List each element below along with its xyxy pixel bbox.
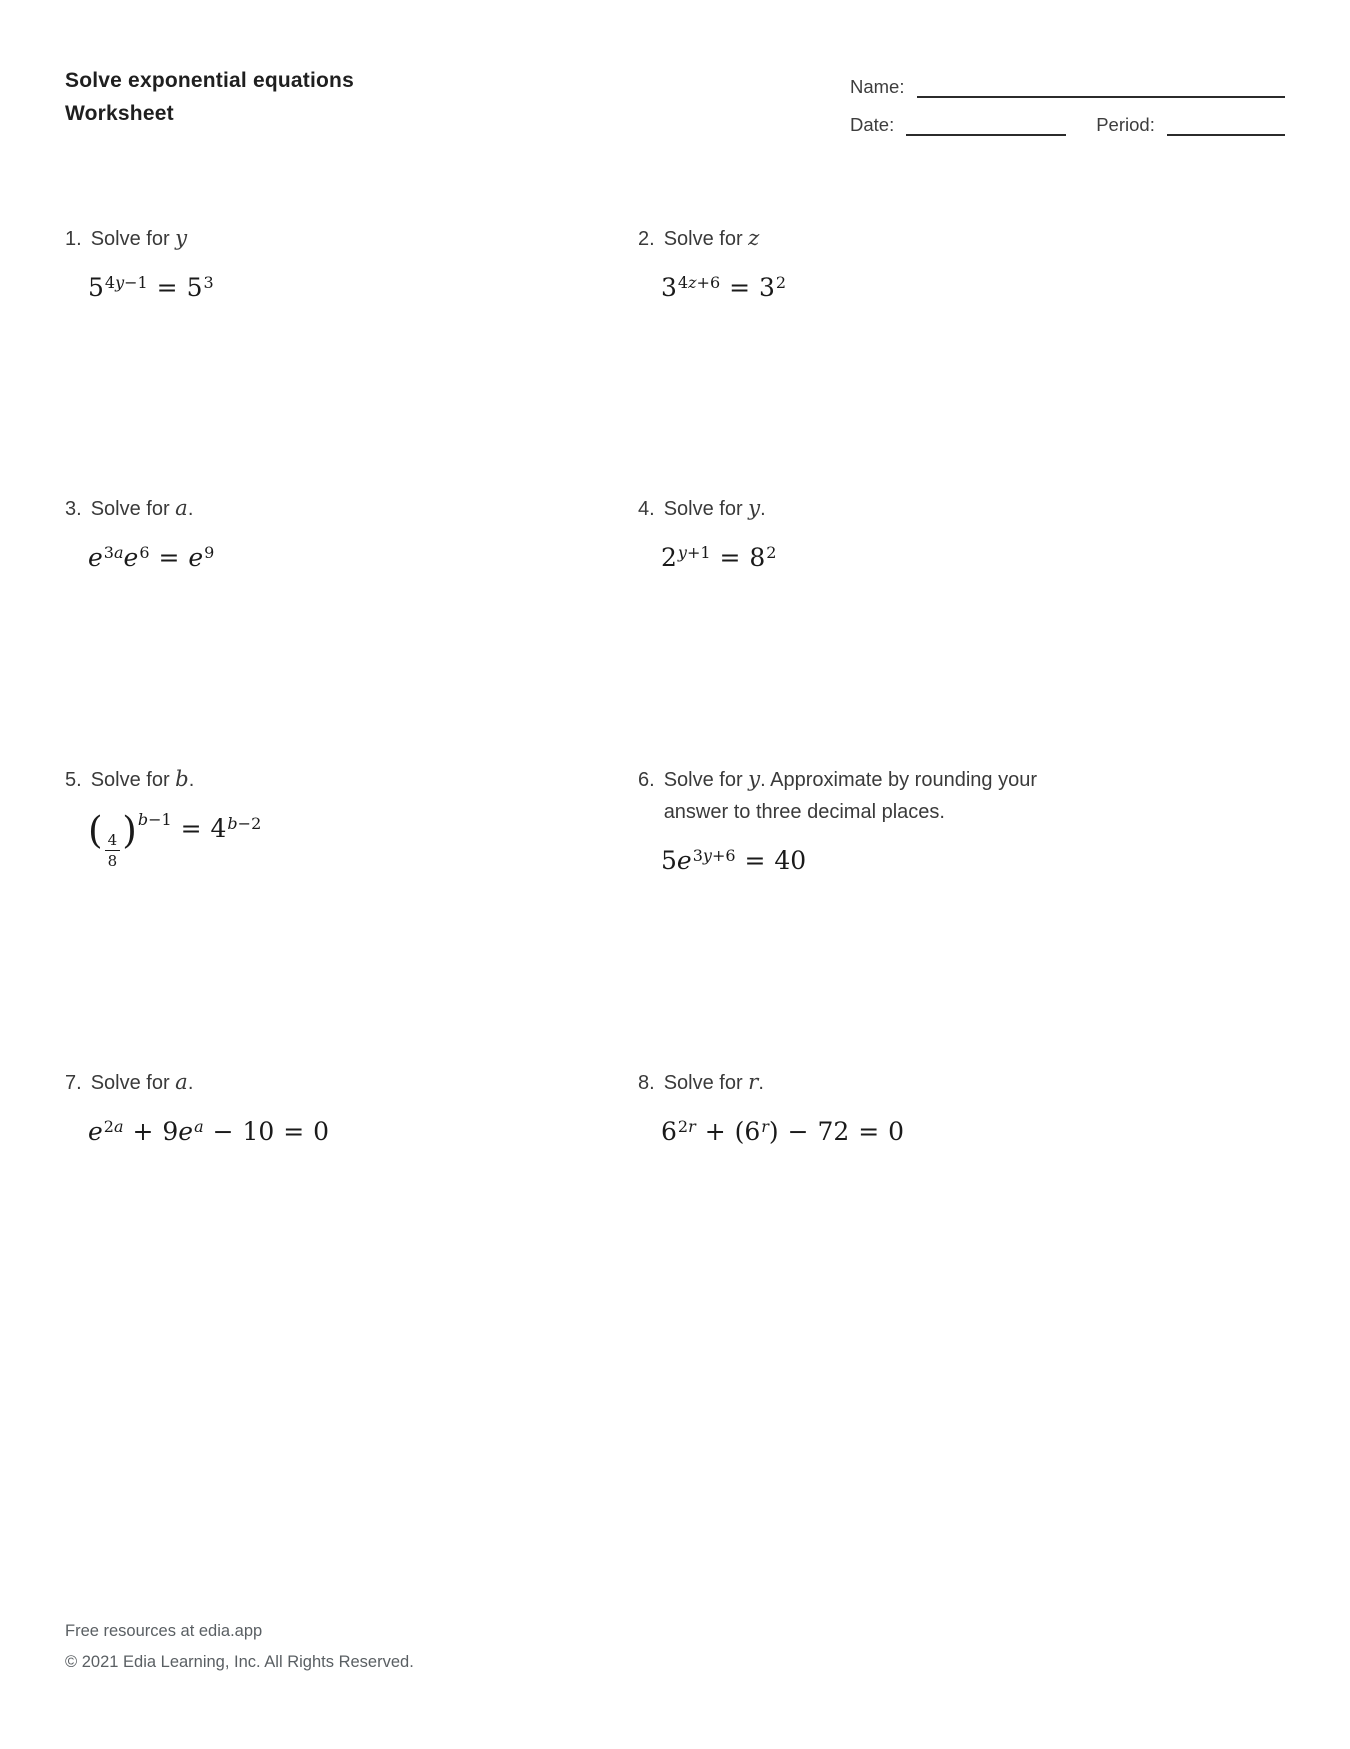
problem-5	[65, 763, 638, 1066]
problem-3	[65, 492, 638, 763]
equation-segment: + 9e	[123, 1117, 194, 1146]
exponent: 3y+6	[692, 845, 736, 865]
name-row	[850, 74, 1285, 98]
title-line-1: Solve exponential equations	[65, 69, 354, 92]
equation-segment: ) − 72 = 0	[768, 1117, 905, 1146]
problem-2-prompt	[638, 222, 1269, 255]
math-variable: y	[748, 495, 761, 520]
problem-6-equation	[661, 842, 1269, 880]
equation-segment: 2	[661, 543, 677, 572]
equation-segment: e	[188, 543, 204, 572]
problem-5-equation	[88, 810, 622, 870]
equation-segment: 6	[661, 1117, 677, 1146]
exponent: 4z+6	[677, 272, 721, 292]
exponent: 6	[139, 542, 150, 562]
equation-segment: =	[735, 846, 775, 875]
exponent: r	[761, 1116, 769, 1136]
exponent: 2	[766, 542, 777, 562]
problem-number: 1.	[65, 228, 82, 250]
prompt-text-segment: .	[758, 1072, 764, 1094]
equation-segment: − 10 = 0	[203, 1117, 330, 1146]
prompt-text-segment: . Approximate by rounding your answer to three decimal places.	[663, 769, 1037, 823]
prompt-text-segment: .	[187, 498, 194, 520]
problem-7-equation	[88, 1113, 622, 1151]
problem-6-prompt	[638, 763, 1269, 828]
problem-8-equation	[661, 1113, 1269, 1151]
problem-number: 7.	[65, 1072, 82, 1094]
problems-grid	[65, 222, 1285, 1151]
prompt-text-segment: .	[187, 1072, 194, 1094]
date-period-row	[850, 112, 1285, 136]
equation-segment: e	[123, 543, 139, 572]
problem-text	[91, 1066, 194, 1099]
student-info-fields	[850, 74, 1285, 136]
problem-text	[664, 222, 760, 255]
prompt-text-segment: Solve for	[663, 498, 749, 520]
prompt-text-segment: Solve for	[663, 769, 749, 791]
exponent: y+1	[677, 542, 711, 562]
paren: )	[122, 808, 137, 852]
equation-segment: =	[149, 543, 189, 572]
date-label: Date:	[850, 114, 895, 135]
problem-8	[638, 1066, 1285, 1151]
exponent: 2r	[677, 1116, 696, 1136]
problem-6	[638, 763, 1285, 1066]
exponent: 4y−1	[104, 272, 148, 292]
name-label: Name:	[850, 76, 905, 97]
problem-text	[664, 492, 766, 525]
math-variable: y	[175, 225, 188, 250]
equation-segment: 4	[210, 814, 227, 843]
equation-segment: e	[88, 1117, 103, 1146]
problem-number: 6.	[638, 769, 655, 791]
problem-text	[91, 222, 187, 255]
prompt-text-segment: Solve for	[90, 1072, 176, 1094]
equation-segment: 3	[758, 273, 775, 302]
problem-4-prompt	[638, 492, 1269, 525]
equation-segment: 40	[774, 846, 807, 875]
equation-segment: 5e	[661, 846, 692, 875]
problem-text	[664, 1066, 764, 1099]
problem-3-prompt	[65, 492, 622, 525]
problem-text	[91, 492, 194, 525]
exponent: b−2	[227, 813, 262, 833]
prompt-text-segment: .	[188, 769, 195, 791]
problem-4	[638, 492, 1285, 763]
name-blank-line	[917, 78, 1286, 98]
problem-4-equation	[661, 539, 1269, 577]
equation-segment: 5	[88, 273, 104, 302]
math-variable: b	[175, 766, 189, 791]
problem-number: 2.	[638, 228, 655, 250]
equation-segment: 8	[749, 543, 766, 572]
math-variable: y	[748, 766, 761, 791]
equation-segment: =	[171, 814, 211, 843]
exponent: 2a	[103, 1116, 124, 1136]
problem-1	[65, 222, 638, 492]
exponent: a	[194, 1116, 204, 1136]
title-line-2: Worksheet	[65, 102, 174, 125]
worksheet-title	[65, 64, 354, 136]
equation-segment: =	[147, 273, 187, 302]
footer-copyright-text: © 2021 Edia Learning, Inc. All Rights Reserved.	[65, 1653, 414, 1671]
prompt-text-segment: Solve for	[663, 228, 749, 250]
exponent: 3	[203, 272, 214, 292]
equation-segment: + (6	[695, 1117, 761, 1146]
math-variable: z	[748, 225, 760, 250]
exponent: b−1	[137, 809, 172, 829]
problem-1-equation	[88, 269, 622, 307]
problem-8-prompt	[638, 1066, 1269, 1099]
header	[0, 0, 1350, 136]
exponent: 9	[204, 542, 215, 562]
equation-segment: e	[88, 543, 103, 572]
period-blank-line	[1167, 116, 1285, 136]
math-variable: a	[175, 495, 188, 520]
exponent: 3a	[103, 542, 124, 562]
problem-7	[65, 1066, 638, 1151]
prompt-text-segment: Solve for	[90, 228, 176, 250]
prompt-text-segment: Solve for	[90, 769, 176, 791]
prompt-text-segment: Solve for	[663, 1072, 749, 1094]
problem-5-prompt	[65, 763, 622, 796]
problem-1-prompt	[65, 222, 622, 255]
equation-segment: =	[720, 273, 759, 302]
math-variable: a	[175, 1069, 188, 1094]
footer-resources-text: Free resources at edia.app	[65, 1622, 263, 1640]
problem-number: 4.	[638, 498, 655, 520]
date-blank-line	[906, 116, 1066, 136]
problem-number: 8.	[638, 1072, 655, 1094]
problem-number: 5.	[65, 769, 82, 791]
prompt-text-segment: .	[760, 498, 766, 520]
problem-text	[664, 763, 1096, 828]
math-variable: r	[748, 1069, 759, 1094]
fraction: $\frac{4}{8}$	[105, 831, 121, 870]
equation-segment: 3	[661, 273, 677, 302]
problem-text	[91, 763, 195, 796]
footer	[65, 1616, 414, 1678]
problem-7-prompt	[65, 1066, 622, 1099]
problem-number: 3.	[65, 498, 82, 520]
problem-3-equation	[88, 539, 622, 577]
equation-segment: 5	[186, 273, 203, 302]
period-label: Period:	[1096, 114, 1155, 135]
exponent: 2	[775, 272, 787, 292]
problem-2-equation	[661, 269, 1269, 307]
prompt-text-segment: Solve for	[90, 498, 176, 520]
problem-2	[638, 222, 1285, 492]
equation-segment: =	[710, 543, 750, 572]
paren: (	[88, 808, 103, 852]
